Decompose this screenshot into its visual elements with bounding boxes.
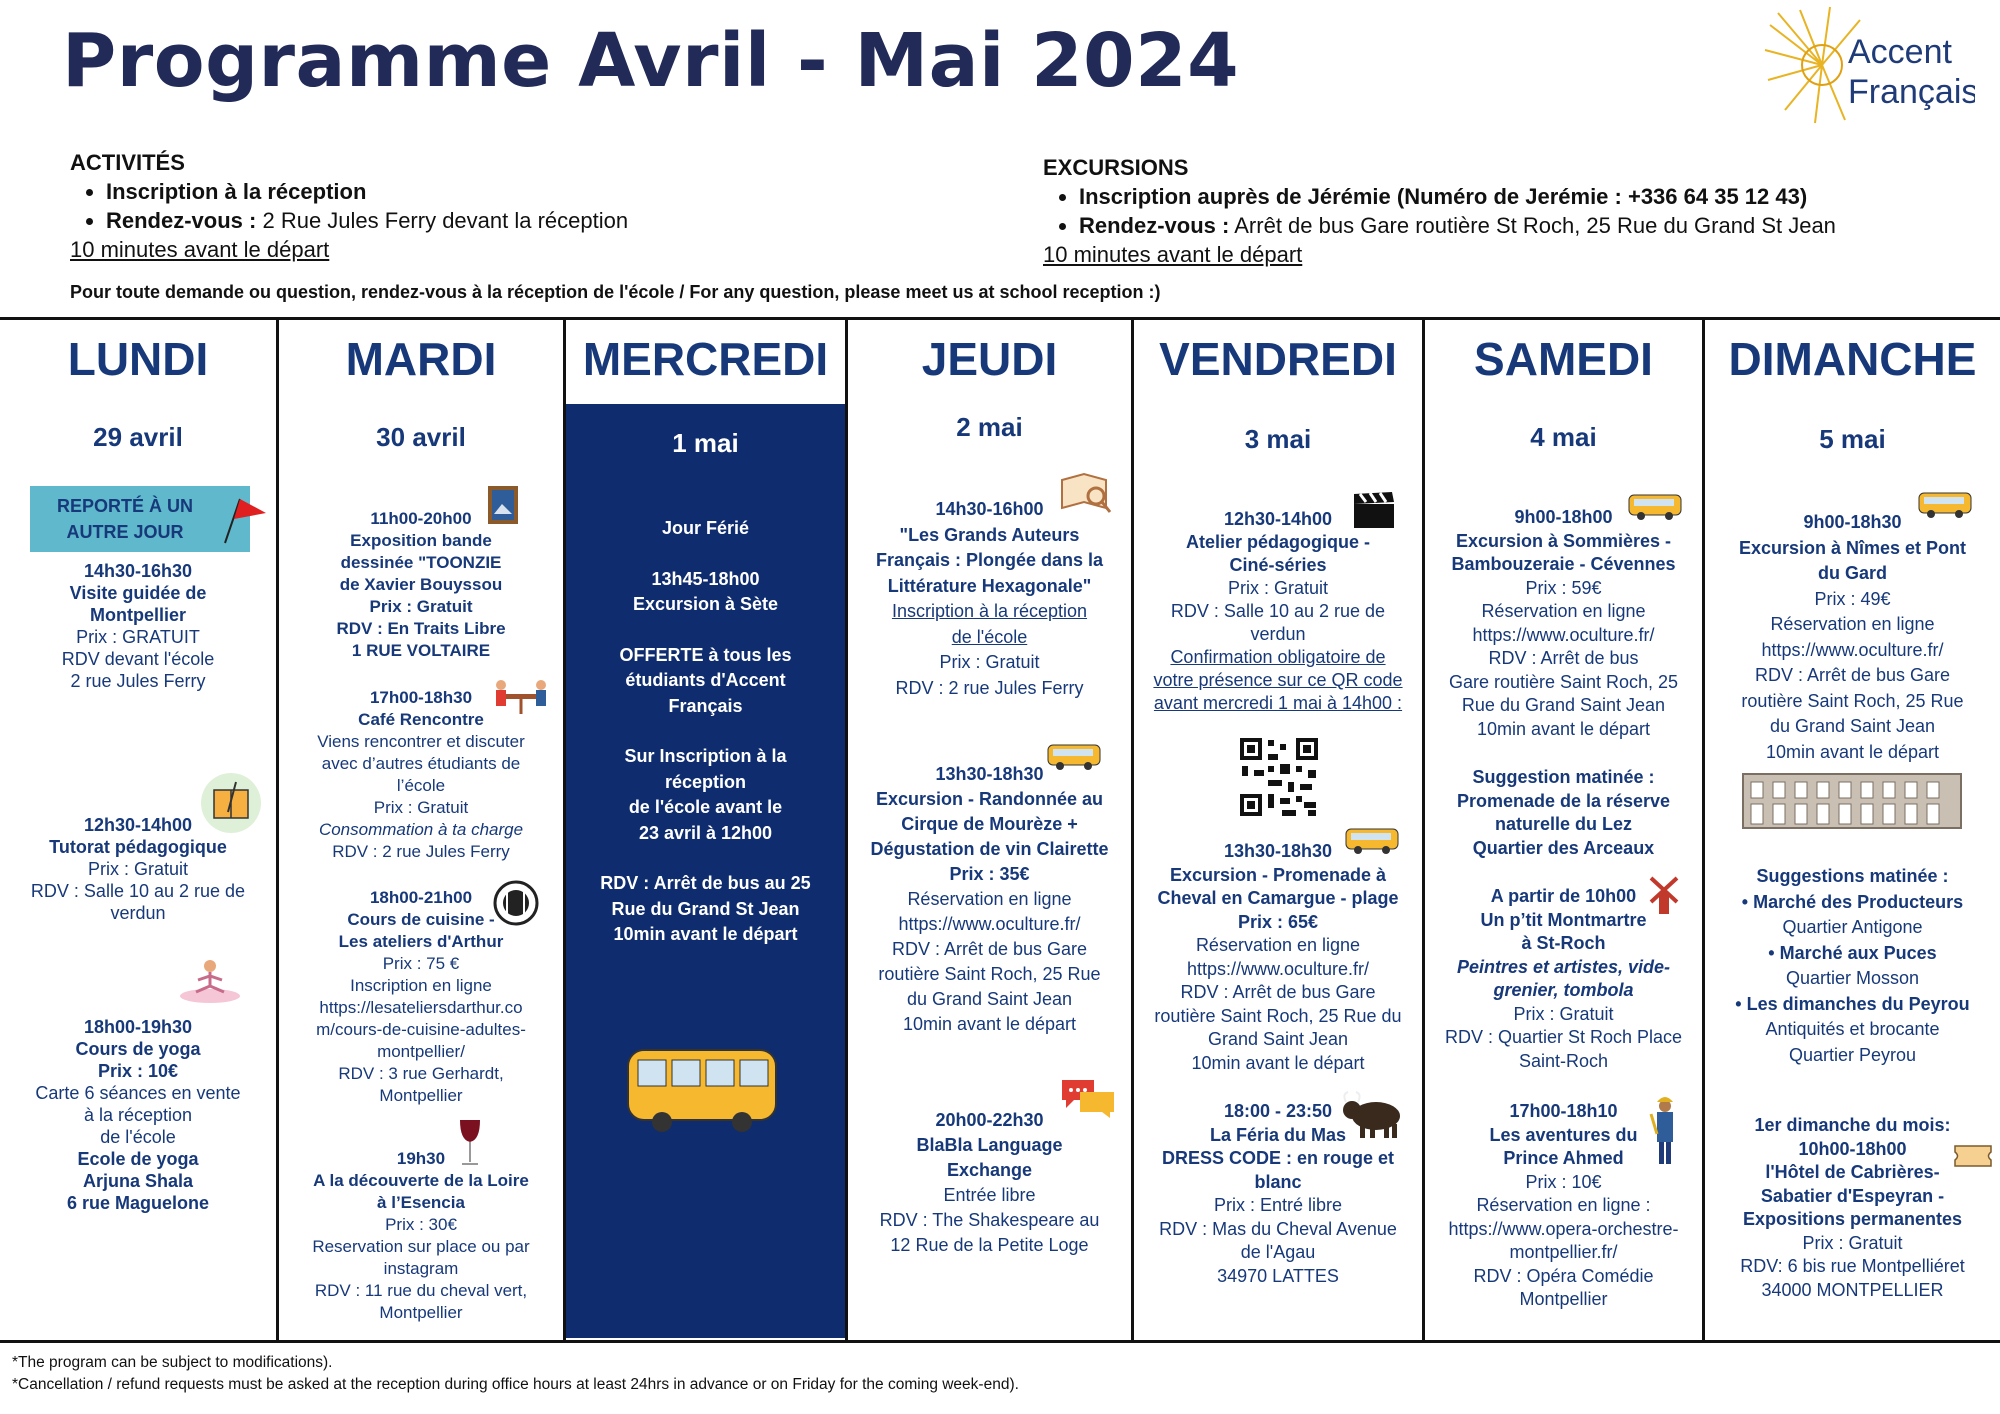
grid-top-line (0, 317, 2000, 320)
event-detail: Réservation en ligne : (1476, 1195, 1651, 1215)
event-detail: l’école (396, 776, 446, 795)
event-rdv: RDV : Arrêt de bus Gare (1754, 665, 1951, 685)
event-link: https://www.opera-orchestre- (1448, 1218, 1679, 1239)
activities-note: 10 minutes avant le départ (70, 237, 330, 262)
registration-link[interactable]: de l'école (951, 626, 1028, 647)
event-rdv: Saint-Roch (1518, 1050, 1609, 1071)
list-item: • Les dimanches du Peyrou (1735, 993, 1970, 1014)
confirmation-link[interactable]: avant mercredi 1 mai à 14h00 : (1153, 693, 1403, 713)
event-rdv: Rue du Grand St Jean (611, 898, 800, 919)
day-date: 3 mai (1244, 424, 1312, 454)
event-price: Prix : Entré libre (1213, 1195, 1343, 1215)
event-location: Arjuna Shala (82, 1171, 194, 1191)
event-rdv: 12 Rue de la Petite Loge (890, 1235, 1089, 1255)
event-detail: Réservation en ligne (1195, 935, 1361, 955)
day-column-jeudi (848, 322, 1131, 1338)
event-detail: 10min avant le départ (1191, 1052, 1365, 1073)
event-title: Excursion à Sommières - (1455, 530, 1672, 551)
activities-heading: ACTIVITÉS (70, 150, 185, 175)
day-column-samedi (1425, 322, 1702, 1338)
event-vendredi-3 (1134, 1100, 1422, 1288)
event-title: Café Rencontre (358, 710, 484, 729)
event-link: montpellier/ (377, 1042, 465, 1061)
event-time: 12h30-14h00 (1223, 509, 1333, 529)
event-time: 9h00-18h00 (1514, 507, 1613, 527)
event-rdv: routière Saint Roch, 25 Rue du (1154, 1005, 1402, 1026)
event-title: Excursion à Sète (632, 594, 779, 614)
activities-item-2 (106, 206, 970, 235)
event-time: 17h00-18h10 (1509, 1101, 1618, 1121)
event-location: 6 rue Maguelone (66, 1193, 210, 1213)
event-dimanche-2 (1705, 864, 2000, 1068)
event-detail: Inscription en ligne (350, 976, 492, 995)
footer-note-2: *Cancellation / refund requests must be asked at the reception during office hours at least 24hrs in advance or on Friday for the coming week-end). (12, 1376, 1019, 1393)
event-title: Ciné-séries (1229, 555, 1327, 575)
event-title: à St-Roch (1521, 933, 1606, 953)
day-date: 4 mai (1530, 422, 1597, 452)
event-link: https://www.oculture.fr/ (1472, 624, 1655, 645)
list-item: • Marché aux Puces (1768, 942, 1937, 963)
event-title: Les ateliers d'Arthur (338, 932, 504, 951)
event-detail: à la réception (83, 1105, 193, 1125)
spacer (572, 719, 839, 744)
event-title: Bambouzeraie - Cévennes (1451, 554, 1676, 574)
event-rdv: 10min avant le départ (613, 924, 798, 944)
event-detail: instagram (383, 1259, 459, 1278)
event-rdv: RDV : Mas du Cheval Avenue (1159, 1218, 1397, 1239)
event-detail: Réservation en ligne (907, 889, 1072, 909)
event-rdv: RDV : En Traits Libre (336, 619, 506, 638)
event-title: Excursion à Nîmes et Pont (1738, 537, 1967, 558)
excursions-note: 10 minutes avant le départ (1043, 242, 1303, 267)
event-rdv: RDV devant l'école (61, 649, 215, 669)
spacer (572, 846, 839, 871)
event-rdv: RDV : The Shakespeare au (879, 1210, 1100, 1230)
event-price: Prix : 59€ (1525, 577, 1602, 598)
event-rdv: de l'Agau (1240, 1242, 1316, 1262)
event-line: réception (664, 771, 747, 792)
event-detail: Quartier Antigone (1782, 917, 1923, 937)
event-title: Excursion - Randonnée au (875, 789, 1104, 809)
rdv-value: Arrêt de bus Gare routière St Roch, 25 Rue du Grand St Jean (1229, 213, 1836, 238)
event-title: Atelier pédagogique - (1185, 532, 1371, 552)
event-price: Prix : 75 € (382, 954, 460, 973)
event-detail: naturelle du Lez (1494, 814, 1633, 834)
event-detail: de l'école (100, 1127, 176, 1147)
day-name: LUNDI (67, 333, 209, 385)
event-detail: blanc (1254, 1171, 1302, 1192)
event-time: 18h00-21h00 (369, 888, 473, 907)
event-title: du Gard (1817, 563, 1887, 583)
event-title: Suggestions matinée : (1756, 866, 1949, 886)
event-detail: 10min avant le départ (1476, 718, 1651, 739)
event-time: 18h00-19h30 (83, 1017, 193, 1037)
grid-bottom-line (0, 1340, 2000, 1343)
event-link: https://www.oculture.fr/ (1761, 639, 1944, 660)
event-rdv: du Grand Saint Jean (906, 989, 1073, 1009)
event-price: Prix : 49€ (1814, 588, 1891, 609)
confirmation-link[interactable]: votre présence sur ce QR code (1153, 670, 1403, 690)
event-mardi-2 (279, 687, 563, 863)
event-title: Exchange (946, 1160, 1033, 1180)
event-title: de Xavier Bouyssou (339, 575, 503, 594)
excursions-item-2 (1079, 211, 1983, 240)
event-detail: Consommation à ta charge (318, 820, 524, 839)
event-time: 13h45-18h00 (651, 568, 760, 589)
event-rdv: Grand Saint Jean (1207, 1029, 1349, 1049)
event-jeudi-2 (848, 762, 1131, 1037)
event-title: BlaBla Language (916, 1135, 1063, 1155)
event-rdv: RDV : 2 rue Jules Ferry (332, 842, 510, 861)
event-rdv: RDV : Arrêt de bus au 25 (600, 873, 811, 893)
event-price: Prix : 35€ (949, 864, 1030, 884)
event-rdv: routière Saint Roch, 25 Rue (878, 964, 1101, 984)
rdv-label: Rendez-vous : (1079, 213, 1230, 238)
event-title: Sabatier d'Espeyran - (1760, 1185, 1945, 1206)
event-price: Entrée libre (943, 1185, 1036, 1205)
event-rdv: 34000 MONTPELLIER (1761, 1279, 1944, 1300)
banner-line: REPORTÉ À UN (56, 496, 193, 516)
event-line: étudiants d'Accent (625, 670, 786, 690)
list-item-label: Marché aux Puces (1779, 942, 1937, 963)
qr-code-icon[interactable] (1238, 736, 1320, 818)
event-time: 1er dimanche du mois: (1754, 1115, 1951, 1135)
event-time: 14h30-16h00 (935, 499, 1044, 519)
event-detail: grenier, tombola (1493, 980, 1634, 1000)
event-rdv: RDV : Salle 10 au 2 rue de (30, 881, 246, 901)
event-price: Prix : 10€ (97, 1061, 179, 1081)
confirmation-link[interactable]: Confirmation obligatoire de (1170, 647, 1386, 667)
day-date: 1 mai (672, 428, 739, 458)
event-price: Prix : Gratuit (373, 798, 469, 817)
event-detail: 10min avant le départ (902, 1014, 1077, 1034)
list-item-label: Marché des Producteurs (1753, 891, 1964, 912)
event-link: https://www.oculture.fr/ (898, 914, 1081, 934)
event-detail: Carte 6 séances en vente (35, 1083, 241, 1103)
event-rdv: verdun (1250, 624, 1306, 644)
event-price: Prix : 65€ (1237, 911, 1319, 932)
excursions-info (1043, 153, 1983, 269)
event-price: Prix : Gratuit (1513, 1003, 1614, 1024)
event-rdv: du Grand Saint Jean (1769, 716, 1936, 736)
event-rdv: 34970 LATTES (1217, 1265, 1339, 1286)
day-name: MARDI (345, 333, 497, 385)
event-price: Prix : Gratuit (1227, 578, 1329, 598)
event-rdv: RDV : Quartier St Roch Place (1444, 1027, 1683, 1047)
event-lundi-3 (0, 1016, 276, 1214)
day-column-dimanche (1705, 322, 2000, 1338)
event-line: OFFERTE à tous les (619, 644, 792, 665)
event-line: Sur Inscription à la (624, 746, 787, 766)
event-title: Littérature Hexagonale" (887, 575, 1092, 596)
logo-text-1: Accent (1848, 33, 1952, 71)
event-title: Visite guidée de (69, 583, 207, 603)
event-dimanche-3 (1705, 1114, 2000, 1302)
event-rdv: Gare routière Saint Roch, 25 (1448, 671, 1679, 692)
event-rdv: verdun (110, 903, 166, 923)
page-title: Programme Avril - Mai 2024 (62, 18, 1240, 104)
event-rdv: Montpellier (379, 1303, 463, 1322)
event-title: Dégustation de vin Clairette (870, 839, 1109, 859)
event-rdv: Montpellier (1519, 1289, 1608, 1309)
event-rdv: 2 rue Jules Ferry (70, 671, 206, 691)
yoga-icon (178, 954, 242, 1004)
event-price: Prix : Gratuit (369, 597, 473, 616)
excursions-item-1: • Inscription auprès de Jérémie (Numéro de Jerémie : +336 64 35 12 43) (1079, 182, 1983, 211)
event-rdv: RDV : Arrêt de bus (1488, 648, 1639, 668)
bus-icon (626, 1044, 778, 1136)
event-jeudi-3 (848, 1108, 1131, 1258)
event-samedi-2 (1425, 766, 1702, 860)
activities-info (70, 148, 970, 264)
event-rdv: RDV : Arrêt de bus Gare (891, 939, 1088, 959)
event-time: 20h00-22h30 (935, 1110, 1044, 1130)
event-lundi-2 (0, 814, 276, 924)
day-date: 2 mai (956, 412, 1023, 442)
event-title: l'Hôtel de Cabrières- (1765, 1162, 1940, 1182)
day-column-lundi (0, 322, 276, 1338)
event-time: 11h00-20h00 (370, 509, 472, 528)
event-rdv: RDV : Salle 10 au 2 rue de (1170, 601, 1386, 621)
event-title: Cours de yoga (75, 1039, 201, 1059)
event-time: 9h00-18h30 (1803, 512, 1902, 532)
event-price: Prix : Gratuit (939, 652, 1040, 672)
day-column-vendredi (1134, 322, 1422, 1338)
event-title: Les aventures du (1489, 1124, 1638, 1145)
event-title: Excursion - Promenade à (1169, 864, 1387, 885)
spacer (572, 618, 839, 643)
banner-line: AUTRE JOUR (66, 522, 184, 542)
event-title: Cirque de Mourèze + (901, 814, 1078, 834)
event-title: Expositions permanentes (1742, 1209, 1963, 1229)
event-time: 18:00 - 23:50 (1223, 1101, 1333, 1121)
activities-item-1: • Inscription à la réception (106, 177, 970, 206)
event-line: Français (668, 695, 743, 716)
day-name: JEUDI (921, 333, 1058, 385)
event-rdv: Montpellier (379, 1086, 463, 1105)
day-name: VENDREDI (1159, 333, 1397, 385)
event-rdv: RDV : 2 rue Jules Ferry (895, 677, 1084, 698)
footer-note-1: *The program can be subject to modifications). (12, 1354, 333, 1371)
event-time: 13h30-18h30 (935, 764, 1044, 784)
event-link: m/cours-de-cuisine-adultes- (316, 1020, 526, 1039)
event-price: Prix : GRATUIT (76, 627, 200, 647)
event-detail: Réservation en ligne (1481, 601, 1646, 621)
event-rdv: RDV: 6 bis rue Montpelliéret (1740, 1256, 1965, 1276)
event-detail: Antiquités et brocante (1765, 1019, 1940, 1039)
day-name: MERCREDI (582, 333, 829, 385)
event-vendredi-2 (1134, 840, 1422, 1075)
registration-link[interactable]: Inscription à la réception (891, 601, 1088, 621)
event-time: 19h30 (396, 1149, 446, 1168)
event-detail: Promenade de la réserve (1456, 790, 1671, 811)
event-rdv: Rue du Grand Saint Jean (1461, 695, 1666, 715)
event-lundi-1 (0, 560, 276, 692)
event-rdv: RDV : Opéra Comédie (1473, 1265, 1654, 1286)
event-samedi-4 (1425, 1100, 1702, 1312)
list-item-label: Les dimanches du Peyrou (1746, 993, 1970, 1014)
excursions-heading: EXCURSIONS (1043, 155, 1189, 180)
event-mardi-3 (279, 887, 563, 1107)
day-date: 29 avril (93, 422, 183, 452)
event-link: https://lesateliersdarthur.co (319, 998, 523, 1017)
event-time: 13h30-18h30 (1223, 841, 1333, 861)
event-link: https://www.oculture.fr/ (1186, 958, 1370, 979)
event-line: Jour Férié (661, 518, 750, 538)
event-title: La Féria du Mas (1209, 1124, 1347, 1145)
spacer (572, 542, 839, 567)
colosseum-icon (1741, 768, 1963, 832)
event-price: Prix : Gratuit (87, 859, 189, 879)
event-title: Prince Ahmed (1503, 1148, 1624, 1168)
event-detail: Quartier des Arceaux (1472, 837, 1655, 858)
day-date: 5 mai (1819, 424, 1886, 454)
event-price: Prix : Gratuit (1802, 1232, 1903, 1253)
event-detail: avec d’autres étudiants de (321, 754, 521, 773)
event-mardi-1 (279, 508, 563, 662)
event-mercredi-1 (566, 516, 845, 948)
postponed-banner (30, 486, 250, 552)
event-detail: Quartier Mosson (1785, 968, 1920, 988)
event-jeudi-1 (848, 497, 1131, 701)
event-samedi-3 (1425, 885, 1702, 1073)
day-column-mercredi (566, 322, 845, 1338)
contact-note: Pour toute demande ou question, rendez-vous à la réception de l'école / For any question, please meet us at school reception :) (70, 282, 1161, 302)
event-detail: Reservation sur place ou par (312, 1237, 530, 1256)
event-title: Exposition bande (350, 531, 492, 550)
logo (1760, 5, 1975, 130)
event-title: A la découverte de la Loire (313, 1171, 529, 1190)
event-link: montpellier.fr/ (1509, 1242, 1618, 1262)
event-title: Montpellier (89, 605, 186, 625)
event-time: A partir de 10h00 (1490, 886, 1637, 906)
event-title: à l’Esencia (377, 1193, 465, 1212)
day-column-mardi (279, 322, 563, 1338)
event-detail: 10min avant le départ (1765, 741, 1940, 762)
event-title: dessinée "TOONZIE (340, 553, 502, 572)
event-rdv: RDV : Arrêt de bus Gare (1180, 982, 1376, 1002)
event-dimanche-1 (1705, 510, 2000, 765)
rdv-label: Rendez-vous : (106, 208, 257, 233)
event-line: de l'école avant le (628, 797, 783, 817)
event-rdv: RDV : 3 rue Gerhardt, (338, 1064, 504, 1083)
event-title: Français : Plongée dans la (875, 550, 1104, 570)
event-detail: Quartier Peyrou (1788, 1044, 1917, 1065)
event-location: Ecole de yoga (77, 1149, 199, 1169)
event-time: 12h30-14h00 (83, 815, 193, 835)
list-item: • Marché des Producteurs (1741, 891, 1964, 912)
event-title: Cours de cuisine - (347, 910, 495, 929)
sun-logo-icon (1760, 5, 1975, 130)
event-title: "Les Grands Auteurs (899, 524, 1080, 545)
event-detail: Réservation en ligne (1770, 614, 1935, 634)
event-time: 17h00-18h30 (369, 688, 473, 707)
day-date: 30 avril (376, 422, 466, 452)
day-name: SAMEDI (1474, 333, 1653, 385)
event-detail: Viens rencontrer et discuter (317, 732, 525, 751)
event-time: 10h00-18h00 (1798, 1138, 1907, 1159)
event-title: Suggestion matinée : (1472, 767, 1655, 787)
event-price: Prix : 30€ (385, 1215, 457, 1234)
event-detail: Peintres et artistes, vide- (1456, 956, 1671, 977)
event-time: 14h30-16h30 (83, 561, 193, 581)
event-detail: DRESS CODE : en rouge et (1161, 1148, 1395, 1168)
flag-icon (220, 491, 270, 546)
event-line: 23 avril à 12h00 (638, 822, 773, 843)
event-mardi-4 (279, 1148, 563, 1324)
event-price: Prix : 10€ (1525, 1171, 1602, 1192)
event-title: Tutorat pédagogique (49, 837, 227, 857)
event-samedi-1 (1425, 506, 1702, 741)
event-rdv: RDV : 11 rue du cheval vert, (314, 1281, 528, 1300)
rdv-value: 2 Rue Jules Ferry devant la réception (256, 208, 629, 233)
event-title: Cheval en Camargue - plage (1157, 888, 1399, 908)
event-rdv: 1 RUE VOLTAIRE (351, 641, 491, 660)
day-name: DIMANCHE (1728, 333, 1977, 385)
event-title: Un p’tit Montmartre (1480, 909, 1647, 930)
logo-text-2: Français (1848, 73, 1975, 111)
event-vendredi-1 (1134, 508, 1422, 715)
event-rdv: routière Saint Roch, 25 Rue (1741, 690, 1964, 711)
